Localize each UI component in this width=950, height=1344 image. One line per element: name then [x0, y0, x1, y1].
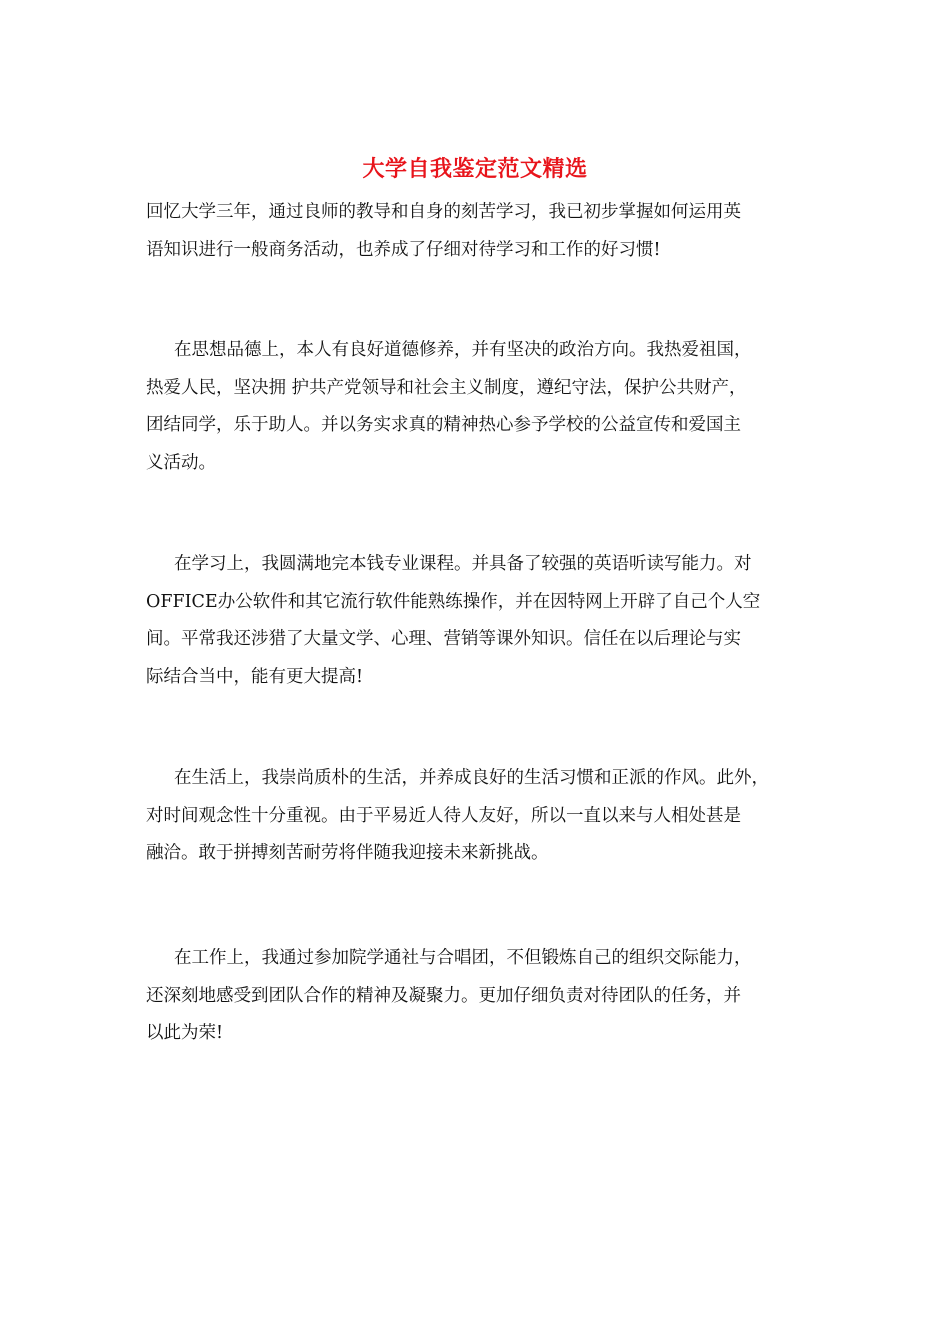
- paragraph-study: [146, 546, 826, 696]
- paragraph-work: [146, 940, 826, 1053]
- paragraph-line: 回忆大学三年，通过良师的教导和自身的刻苦学习，我已初步掌握如何运用英: [146, 202, 741, 222]
- paragraph-line: 义活动。: [146, 452, 216, 473]
- paragraph-line: 在思想品德上，本人有良好道德修养，并有坚决的政治方向。我热爱祖国，: [174, 340, 752, 360]
- paragraph-line: 间。平常我还涉猎了大量文学、心理、营销等课外知识。信任在以后理论与实: [146, 629, 741, 649]
- paragraph-line: 在工作上，我通过参加院学通社与合唱团，不但锻炼自己的组织交际能力，: [174, 948, 752, 968]
- paragraph-line: 热爱人民，坚决拥 护共产党领导和社会主义制度，遵纪守法，保护公共财产，: [146, 377, 747, 398]
- paragraph-line: 还深刻地感受到团队合作的精神及凝聚力。更加仔细负责对待团队的任务，并: [146, 985, 741, 1006]
- paragraph-line: 际结合当中，能有更大提高!: [146, 666, 364, 687]
- paragraph-life: [146, 760, 826, 873]
- paragraph-line: 语知识进行一般商务活动，也养成了仔细对待学习和工作的好习惯!: [146, 239, 661, 260]
- paragraph-intro: [146, 194, 826, 269]
- paragraph-line: 融洽。敢于拼搏刻苦耐劳将伴随我迎接未来新挑战。: [146, 843, 549, 863]
- paragraph-line: 在生活上，我崇尚质朴的生活，并养成良好的生活习惯和正派的作风。此外，: [174, 768, 769, 788]
- paragraph-line: 在学习上，我圆满地完本钱专业课程。并具备了较强的英语听读写能力。对: [174, 554, 752, 574]
- paragraph-line: 对时间观念性十分重视。由于平易近人待人友好，所以一直以来与人相处甚是: [146, 805, 741, 826]
- paragraph-ideology: [146, 332, 826, 482]
- document-title: 大学自我鉴定范文精选: [362, 156, 588, 182]
- paragraph-line: OFFICE办公软件和其它流行软件能熟练操作，并在因特网上开辟了自己个人空: [146, 591, 761, 612]
- paragraph-line: 团结同学，乐于助人。并以务实求真的精神热心参予学校的公益宣传和爱国主: [146, 415, 741, 435]
- paragraph-line: 以此为荣!: [146, 1023, 224, 1043]
